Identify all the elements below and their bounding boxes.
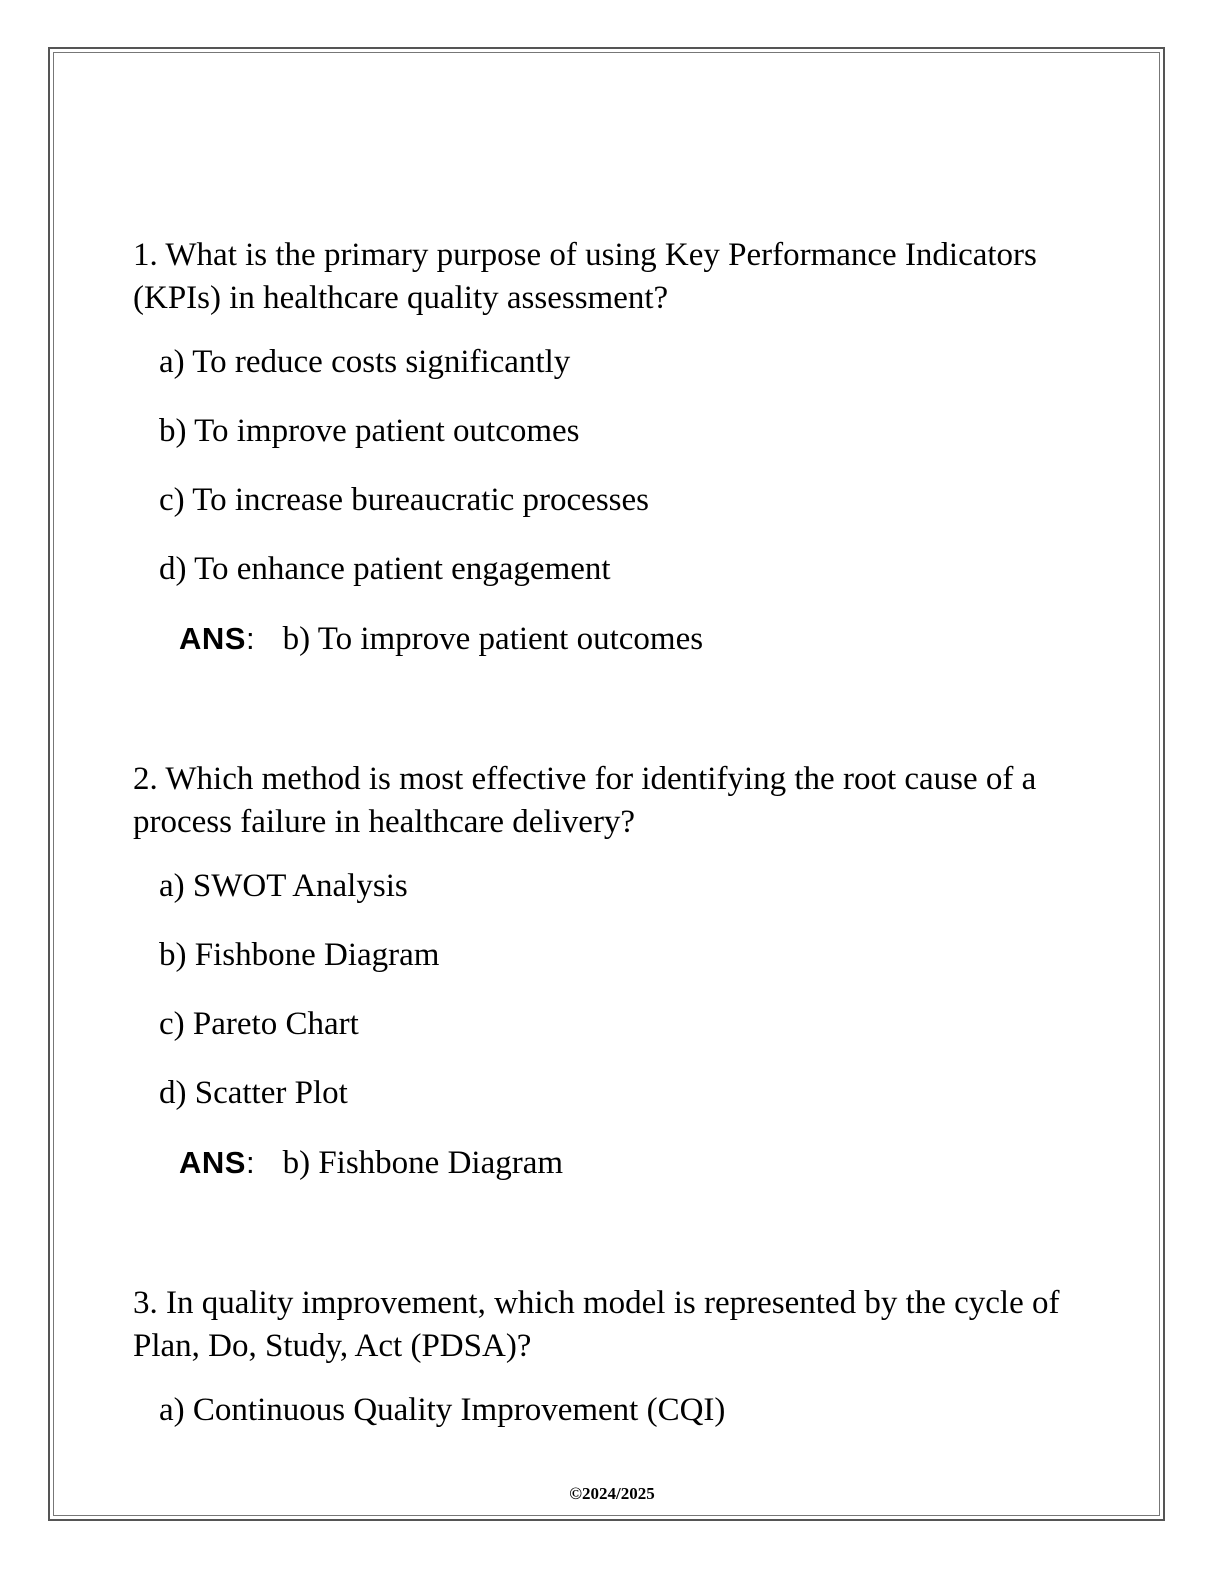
option-a: a) Continuous Quality Improvement (CQI) xyxy=(159,1392,726,1428)
answer-line xyxy=(179,1141,1093,1185)
option-c: c) Pareto Chart xyxy=(159,1006,359,1042)
option-a: a) SWOT Analysis xyxy=(159,868,408,904)
option-c: c) To increase bureaucratic processes xyxy=(159,482,649,518)
question-text: 2. Which method is most effective for identifying the root cause of a process failure in healthcare delivery? xyxy=(133,761,1037,840)
option-b: b) Fishbone Diagram xyxy=(159,937,440,973)
option-d: d) To enhance patient engagement xyxy=(159,551,611,587)
question-3 xyxy=(133,1282,1093,1432)
answer-text: b) To improve patient outcomes xyxy=(282,621,704,657)
answer-colon: : xyxy=(245,1145,255,1180)
option-b: b) To improve patient outcomes xyxy=(159,413,580,449)
answer-line xyxy=(179,617,1093,661)
answer-colon: : xyxy=(245,621,255,656)
question-2 xyxy=(133,758,1093,1185)
question-1 xyxy=(133,234,1093,661)
option-a: a) To reduce costs significantly xyxy=(159,344,571,380)
answer-label: ANS xyxy=(179,1145,246,1180)
question-text: 3. In quality improvement, which model is represented by the cycle of Plan, Do, Study, Act (PDSA)? xyxy=(133,1285,1060,1364)
copyright-footer: ©2024/2025 xyxy=(569,1484,655,1503)
document-body xyxy=(133,234,1093,1458)
option-d: d) Scatter Plot xyxy=(159,1075,348,1111)
question-text: 1. What is the primary purpose of using Key Performance Indicators (KPIs) in healthcare quality assessment? xyxy=(133,237,1037,316)
answer-text: b) Fishbone Diagram xyxy=(282,1145,564,1181)
answer-label: ANS xyxy=(179,621,246,656)
